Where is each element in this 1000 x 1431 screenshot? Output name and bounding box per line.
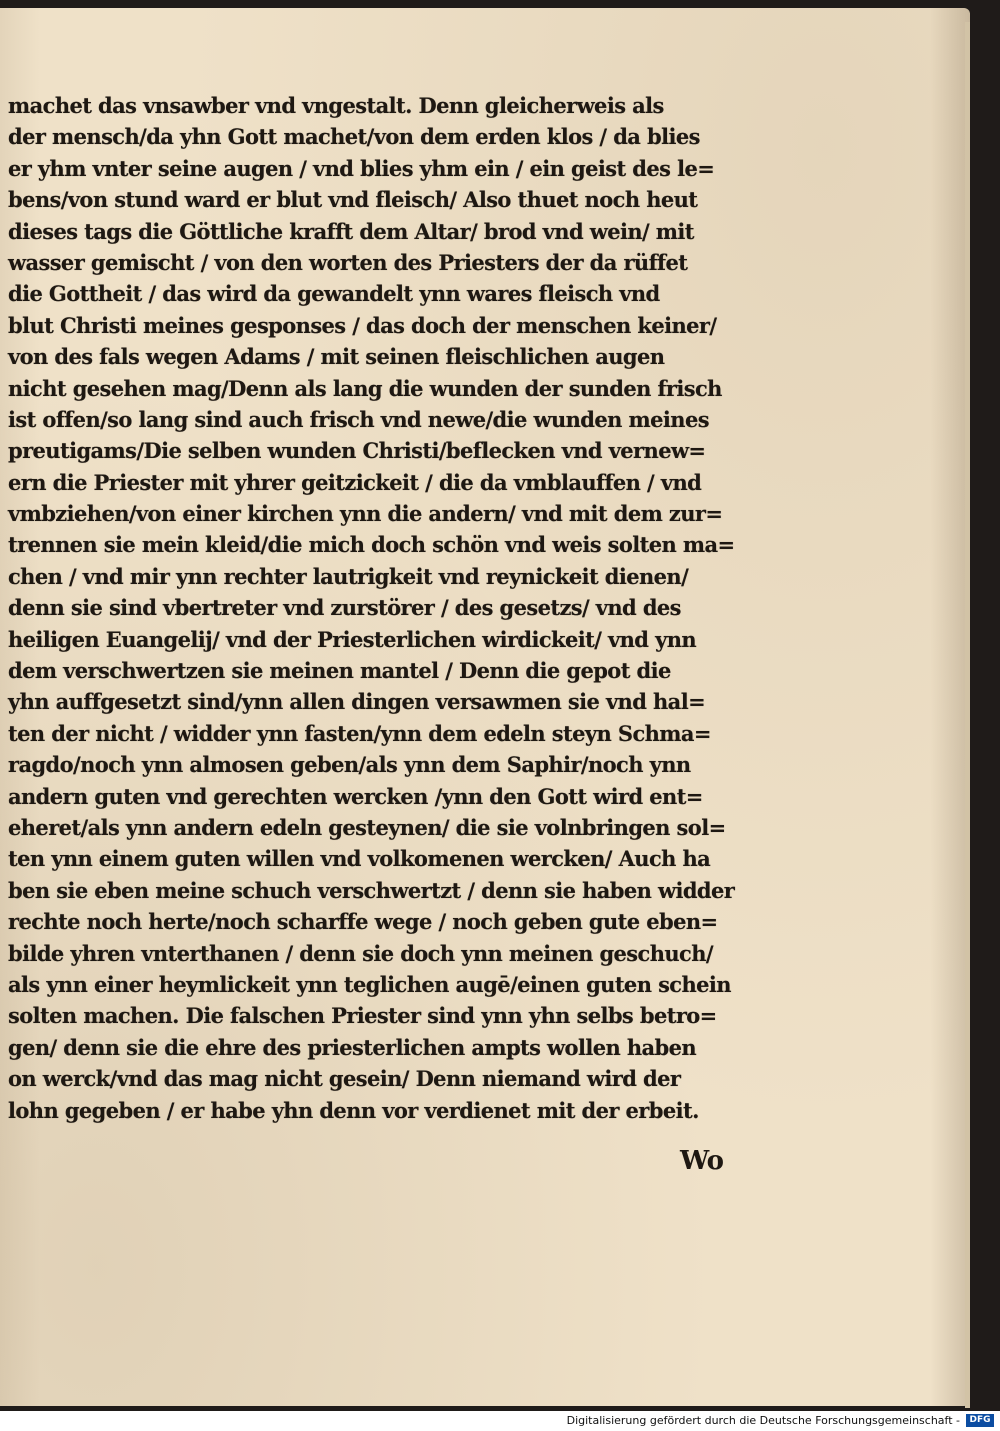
text-line: bilde yhren vnterthanen / denn sie doch ynn meinen geschuch/ (8, 940, 713, 966)
text-line: ern die Priester mit yhrer geitzickeit / die da vmblauffen / vnd (8, 469, 702, 495)
text-line: bens/von stund ward er blut vnd fleisch/ Also thuet noch heut (8, 187, 698, 213)
text-line: gen/ denn sie die ehre des priesterlichen ampts wollen haben (8, 1034, 697, 1060)
text-line: die Gottheit / das wird da gewandelt ynn wares fleisch vnd (8, 281, 660, 307)
text-line: eheret/als ynn andern edeln gesteynen/ die sie volnbringen sol= (8, 814, 726, 840)
text-line: rechte noch herte/noch scharffe wege / noch geben gute eben= (8, 909, 718, 935)
text-line: machet das vnsawber vnd vngestalt. Denn gleicherweis als (8, 93, 664, 118)
text-line: trennen sie mein kleid/die mich doch schön vnd weis solten ma= (8, 532, 735, 558)
text-line: heiligen Euangelij/ vnd der Priesterlichen wirdickeit/ vnd ynn (8, 626, 697, 652)
text-line: yhn auffgesetzt sind/ynn allen dingen versawmen sie vnd hal= (8, 689, 706, 715)
text-line: ben sie eben meine schuch verschwertzt / denn sie haben widder (8, 877, 735, 903)
text-line: lohn gegeben / er habe yhn denn vor verdienet mit der erbeit. (8, 1097, 699, 1123)
text-line: blut Christi meines gesponses / das doch der menschen keiner/ (8, 312, 717, 338)
text-line: der mensch/da yhn Gott machet/von dem erden klos / da blies (8, 124, 700, 150)
text-line: als ynn einer heymlickeit ynn teglichen augē/einen guten schein (8, 971, 731, 997)
page-edge (965, 22, 970, 1408)
footer-bar (0, 1411, 1000, 1431)
text-line: chen / vnd mir ynn rechter lautrigkeit vnd reynickeit dienen/ (8, 563, 689, 589)
text-block (8, 90, 768, 1126)
text-line: on werck/vnd das mag nicht gesein/ Denn niemand wird der (8, 1066, 681, 1092)
text-line: er yhm vnter seine augen / vnd blies yhm ein / ein geist des le= (8, 155, 715, 181)
text-line: ragdo/noch ynn almosen geben/als ynn dem Saphir/noch ynn (8, 752, 691, 778)
text-line: andern guten vnd gerechten wercken /ynn den Gott wird ent= (8, 783, 703, 809)
text-line: solten machen. Die falschen Priester sind ynn yhn selbs betro= (8, 1003, 717, 1029)
text-line: nicht gesehen mag/Denn als lang die wunden der sunden frisch (8, 375, 722, 401)
catchword: Wo (680, 1146, 724, 1176)
dfg-logo-icon: DFG (966, 1414, 994, 1427)
text-line: vmbziehen/von einer kirchen ynn die andern/ vnd mit dem zur= (8, 501, 723, 527)
book-page (0, 8, 970, 1406)
text-line: von des fals wegen Adams / mit seinen fleischlichen augen (8, 344, 665, 370)
text-line: dem verschwertzen sie meinen mantel / Denn die gepot die (8, 658, 671, 684)
text-line: denn sie sind vbertreter vnd zurstörer / des gesetzs/ vnd des (8, 595, 681, 621)
text-line: preutigams/Die selben wunden Christi/beflecken vnd vernew= (8, 438, 706, 464)
text-line: dieses tags die Göttliche krafft dem Altar/ brod vnd wein/ mit (8, 218, 694, 244)
text-line: wasser gemischt / von den worten des Priesters der da rüffet (8, 249, 688, 275)
text-line: ist offen/so lang sind auch frisch vnd newe/die wunden meines (8, 406, 709, 432)
funding-credit: Digitalisierung gefördert durch die Deutsche Forschungsgemeinschaft - (566, 1414, 960, 1427)
text-line: ten ynn einem guten willen vnd volkomenen wercken/ Auch ha (8, 846, 711, 872)
text-line: ten der nicht / widder ynn fasten/ynn dem edeln steyn Schma= (8, 720, 711, 746)
